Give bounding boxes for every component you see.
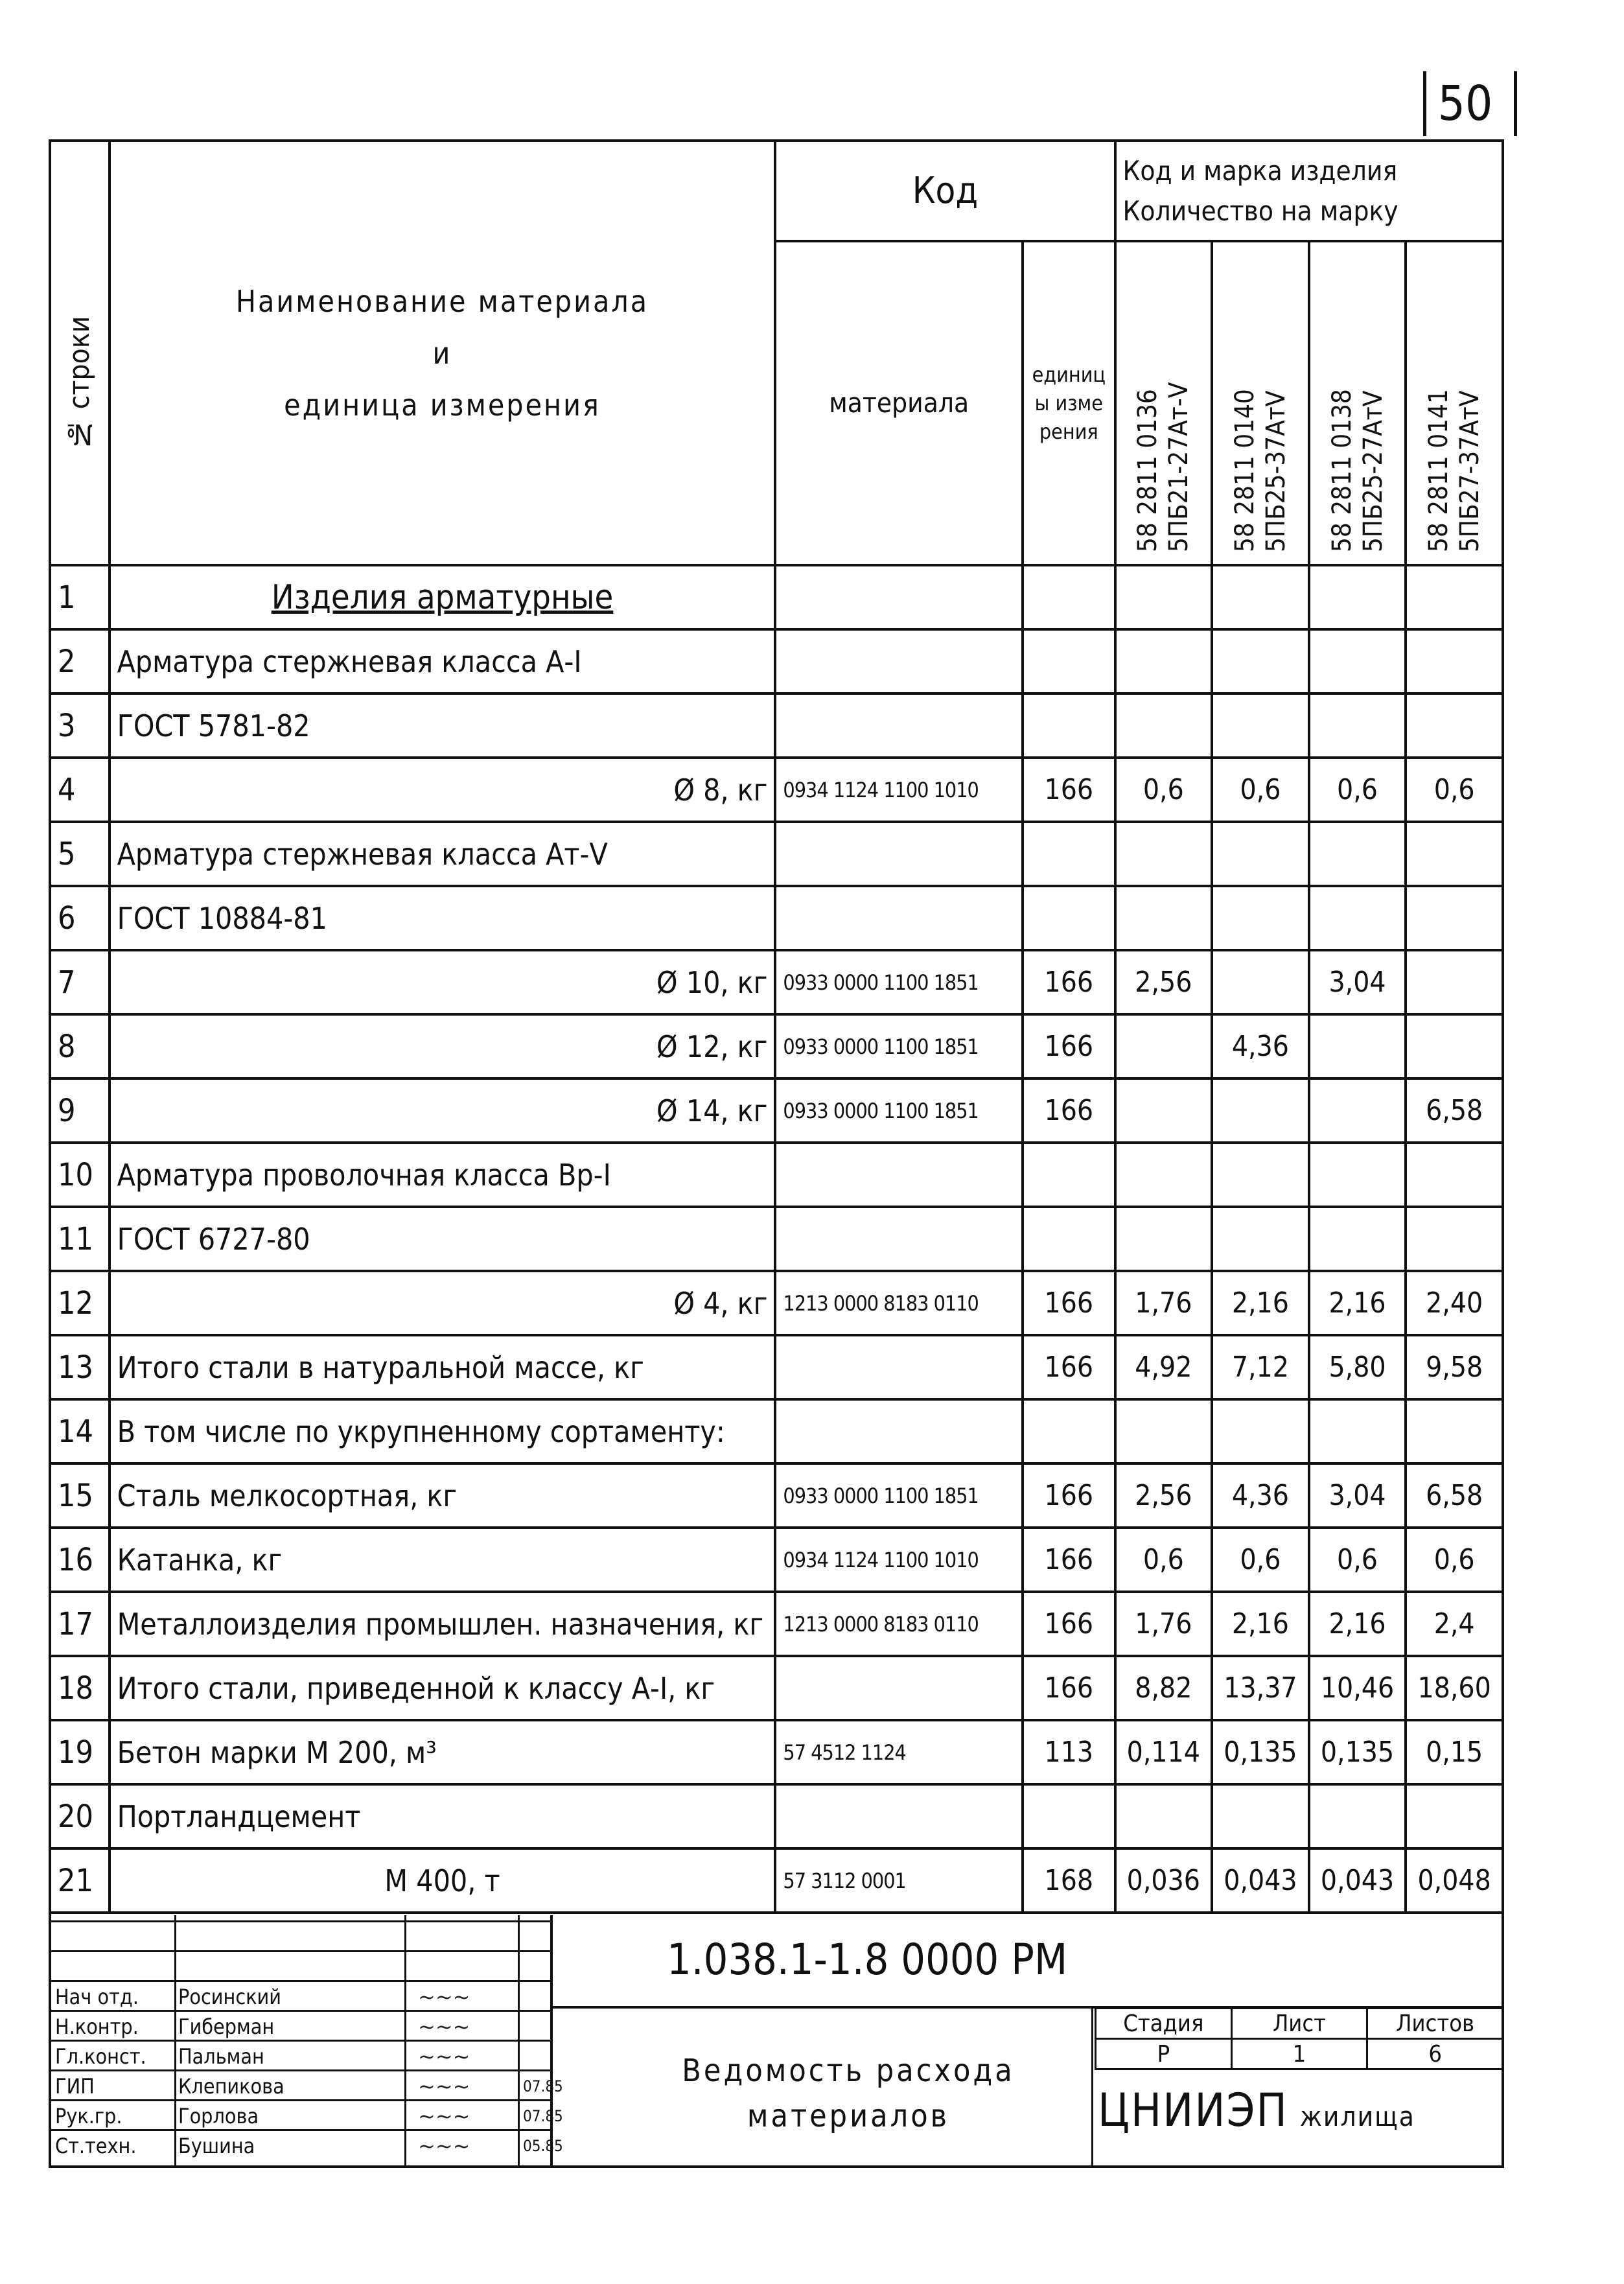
- quantity-cell: [1309, 629, 1406, 693]
- row-number: 2: [50, 629, 110, 693]
- row-number: 7: [50, 950, 110, 1014]
- role-label: Нач отд.: [55, 1985, 139, 2009]
- table-row: [50, 1143, 1503, 1207]
- quantity-cell: 0,036: [1115, 1848, 1212, 1913]
- material-name: Ø 4, кг: [110, 1271, 776, 1335]
- role-label: Н.контр.: [55, 2014, 139, 2039]
- quantity-cell: 0,6: [1212, 1528, 1309, 1592]
- product-col-2: [1212, 241, 1309, 565]
- quantity-cell: [1406, 629, 1503, 693]
- unit-code: 166: [1023, 1335, 1115, 1399]
- table-row: [50, 886, 1503, 950]
- product-col-3: [1309, 241, 1406, 565]
- quantity-cell: 18,60: [1406, 1656, 1503, 1720]
- quantity-cell: [1115, 822, 1212, 886]
- sign-date: [519, 2042, 523, 2071]
- sign-date: 07.85: [523, 2107, 563, 2125]
- quantity-cell: 10,46: [1309, 1656, 1406, 1720]
- product-code-4: 58 2811 0141: [1424, 389, 1454, 552]
- table-row: [50, 758, 1503, 822]
- person-name: Бушина: [178, 2134, 255, 2158]
- material-code: 57 3112 0001: [775, 1848, 1023, 1913]
- row-number: 8: [50, 1014, 110, 1078]
- quantity-cell: 3,04: [1309, 950, 1406, 1014]
- unit-code: [1023, 1784, 1115, 1848]
- quantity-cell: [1212, 822, 1309, 886]
- quantity-cell: [1212, 1784, 1309, 1848]
- quantity-cell: [1309, 565, 1406, 629]
- material-code: 0934 1124 1100 1010: [775, 758, 1023, 822]
- row-number: 21: [50, 1848, 110, 1913]
- material-code: 0933 0000 1100 1851: [775, 1078, 1023, 1143]
- material-code-header: материала: [775, 241, 1023, 565]
- material-code: [775, 565, 1023, 629]
- material-code: [775, 1656, 1023, 1720]
- quantity-cell: [1115, 1207, 1212, 1271]
- material-name: Ø 10, кг: [110, 950, 776, 1014]
- signature-row: [51, 2099, 563, 2131]
- stage-value: Р: [1096, 2039, 1232, 2069]
- quantity-cell: 7,12: [1212, 1335, 1309, 1399]
- sheets-label: Листов: [1367, 2009, 1503, 2039]
- quantity-cell: [1212, 1078, 1309, 1143]
- table-row: [50, 1335, 1503, 1399]
- material-code: [775, 1143, 1023, 1207]
- quantity-cell: 0,6: [1309, 758, 1406, 822]
- quantity-cell: 4,36: [1212, 1463, 1309, 1528]
- sheet-number-divider-right: [1514, 71, 1517, 136]
- quantity-cell: [1406, 1207, 1503, 1271]
- quantity-cell: [1406, 1143, 1503, 1207]
- table-row: [50, 1528, 1503, 1592]
- material-name: Арматура стержневая класса Ат-V: [110, 822, 776, 886]
- unit-code: 166: [1023, 1078, 1115, 1143]
- table-row: [50, 1207, 1503, 1271]
- table-row: [50, 1014, 1503, 1078]
- table-row: [50, 1271, 1503, 1335]
- sign-date: [519, 2012, 523, 2042]
- product-col-1: [1115, 241, 1212, 565]
- material-name: В том числе по укрупненному сортаменту:: [110, 1399, 776, 1463]
- quantity-cell: [1115, 565, 1212, 629]
- quantity-cell: 2,16: [1309, 1592, 1406, 1656]
- unit-code: 166: [1023, 1014, 1115, 1078]
- row-number: 12: [50, 1271, 110, 1335]
- quantity-cell: 0,6: [1212, 758, 1309, 822]
- table-row: [50, 693, 1503, 758]
- stage-label: Стадия: [1096, 2009, 1232, 2039]
- role-label: Гл.конст.: [55, 2044, 146, 2069]
- quantity-cell: 0,114: [1115, 1720, 1212, 1784]
- table-row: [50, 1463, 1503, 1528]
- quantity-cell: [1406, 950, 1503, 1014]
- table-row: [50, 1592, 1503, 1656]
- product-mark-3: 5ПБ25-27АтV: [1358, 390, 1388, 552]
- quantity-cell: 2,4: [1406, 1592, 1503, 1656]
- material-code: [775, 1399, 1023, 1463]
- signature: ~~~: [418, 1985, 470, 2009]
- signature-row: [51, 2040, 550, 2071]
- material-code: 57 4512 1124: [775, 1720, 1023, 1784]
- signature-row: [51, 2010, 550, 2042]
- person-name: Росинский: [178, 1985, 281, 2009]
- products-header-text: Код и марка изделия Количество на марку: [1122, 154, 1398, 227]
- material-code: 0933 0000 1100 1851: [775, 950, 1023, 1014]
- table-row: [50, 1848, 1503, 1913]
- unit-code: [1023, 693, 1115, 758]
- sheet-number: 50: [1437, 76, 1493, 132]
- quantity-cell: 2,40: [1406, 1271, 1503, 1335]
- material-name: Ø 14, кг: [110, 1078, 776, 1143]
- row-number: 9: [50, 1078, 110, 1143]
- row-number: 16: [50, 1528, 110, 1592]
- unit-code: 113: [1023, 1720, 1115, 1784]
- quantity-cell: 0,135: [1309, 1720, 1406, 1784]
- row-number: 14: [50, 1399, 110, 1463]
- quantity-cell: [1406, 886, 1503, 950]
- material-name: Арматура стержневая класса А-I: [110, 629, 776, 693]
- material-code: [775, 629, 1023, 693]
- organization-suffix: жилища: [1299, 2101, 1415, 2132]
- material-name: Сталь мелкосортная, кг: [110, 1463, 776, 1528]
- table-row: [50, 822, 1503, 886]
- material-name: ГОСТ 6727-80: [110, 1207, 776, 1271]
- quantity-cell: 0,043: [1309, 1848, 1406, 1913]
- material-name: Итого стали, приведенной к классу А-I, кг: [110, 1656, 776, 1720]
- quantity-cell: [1406, 693, 1503, 758]
- row-number: 11: [50, 1207, 110, 1271]
- material-name-header: [110, 141, 776, 565]
- unit-code: [1023, 1207, 1115, 1271]
- person-name: Клепикова: [178, 2074, 284, 2099]
- table-row: [50, 950, 1503, 1014]
- material-name: Бетон марки М 200, м³: [110, 1720, 776, 1784]
- quantity-cell: 0,135: [1212, 1720, 1309, 1784]
- row-number: 19: [50, 1720, 110, 1784]
- quantity-cell: 3,04: [1309, 1463, 1406, 1528]
- row-number: 18: [50, 1656, 110, 1720]
- title-block: [49, 1915, 1504, 2168]
- quantity-cell: [1406, 1014, 1503, 1078]
- quantity-cell: 4,92: [1115, 1335, 1212, 1399]
- quantity-cell: [1115, 1014, 1212, 1078]
- material-name: Изделия арматурные: [110, 565, 776, 629]
- materials-table-body: [50, 565, 1503, 1913]
- quantity-cell: 2,56: [1115, 950, 1212, 1014]
- role-label: ГИП: [55, 2074, 95, 2099]
- quantity-cell: [1212, 950, 1309, 1014]
- row-number: 4: [50, 758, 110, 822]
- quantity-cell: [1115, 1143, 1212, 1207]
- row-number: 1: [50, 565, 110, 629]
- material-name: Металлоизделия промышлен. назначения, кг: [110, 1592, 776, 1656]
- row-number: 3: [50, 693, 110, 758]
- signature: ~~~: [418, 2134, 470, 2158]
- material-code: 0934 1124 1100 1010: [775, 1528, 1023, 1592]
- quantity-cell: [1115, 886, 1212, 950]
- quantity-cell: 0,15: [1406, 1720, 1503, 1784]
- material-code: 1213 0000 8183 0110: [775, 1592, 1023, 1656]
- person-name: Пальман: [178, 2044, 264, 2069]
- material-name: Ø 8, кг: [110, 758, 776, 822]
- signature-row: [51, 2069, 563, 2101]
- row-number: 5: [50, 822, 110, 886]
- material-name: Итого стали в натуральной массе, кг: [110, 1335, 776, 1399]
- quantity-cell: [1309, 822, 1406, 886]
- quantity-cell: 13,37: [1212, 1656, 1309, 1720]
- table-row: [50, 1399, 1503, 1463]
- quantity-cell: [1309, 693, 1406, 758]
- quantity-cell: [1115, 1399, 1212, 1463]
- quantity-cell: 9,58: [1406, 1335, 1503, 1399]
- quantity-cell: 6,58: [1406, 1463, 1503, 1528]
- unit-code: [1023, 822, 1115, 886]
- quantity-cell: [1309, 1078, 1406, 1143]
- signature-row: [51, 2129, 563, 2161]
- table-row: [50, 629, 1503, 693]
- document-title: Ведомость расхода материалов: [682, 2053, 1015, 2134]
- quantity-cell: [1212, 1143, 1309, 1207]
- unit-code: 168: [1023, 1848, 1115, 1913]
- table-row: [50, 565, 1503, 629]
- sheet-label: Лист: [1231, 2009, 1367, 2039]
- sign-date: 07.85: [523, 2077, 563, 2095]
- material-name: Ø 12, кг: [110, 1014, 776, 1078]
- signature: ~~~: [418, 2014, 470, 2039]
- person-name: Горлова: [178, 2104, 259, 2128]
- quantity-cell: [1406, 822, 1503, 886]
- quantity-cell: 2,16: [1309, 1271, 1406, 1335]
- quantity-cell: 1,76: [1115, 1592, 1212, 1656]
- quantity-cell: [1115, 629, 1212, 693]
- sign-date: [519, 1982, 523, 2012]
- row-number: 20: [50, 1784, 110, 1848]
- material-code: [775, 1784, 1023, 1848]
- materials-table: [49, 139, 1504, 1958]
- material-name: М 400, т: [110, 1848, 776, 1913]
- product-code-3: 58 2811 0138: [1327, 389, 1357, 552]
- quantity-cell: [1309, 886, 1406, 950]
- empty-signature-row: [51, 1950, 550, 1982]
- quantity-cell: [1406, 1784, 1503, 1848]
- signature: ~~~: [418, 2104, 470, 2128]
- unit-code: 166: [1023, 950, 1115, 1014]
- quantity-cell: 5,80: [1309, 1335, 1406, 1399]
- quantity-cell: 0,6: [1406, 758, 1503, 822]
- empty-signature-row: [51, 1920, 550, 1952]
- quantity-cell: [1309, 1014, 1406, 1078]
- unit-code-header: [1023, 241, 1115, 565]
- material-code: 0933 0000 1100 1851: [775, 1014, 1023, 1078]
- sheets-value: 6: [1367, 2039, 1503, 2069]
- organization: [1098, 2084, 1415, 2137]
- row-number: 10: [50, 1143, 110, 1207]
- quantity-cell: [1309, 1784, 1406, 1848]
- stamp-vertical-divider: [1091, 2006, 1093, 2165]
- quantity-cell: 0,048: [1406, 1848, 1503, 1913]
- sign-date: 05.85: [523, 2137, 563, 2155]
- unit-code: [1023, 1143, 1115, 1207]
- quantity-cell: [1115, 1078, 1212, 1143]
- material-code: [775, 1335, 1023, 1399]
- quantity-cell: 2,16: [1212, 1592, 1309, 1656]
- quantity-cell: [1309, 1143, 1406, 1207]
- signature: ~~~: [418, 2074, 470, 2099]
- table-row: [50, 1656, 1503, 1720]
- quantity-cell: [1212, 693, 1309, 758]
- role-label: Ст.техн.: [55, 2134, 137, 2158]
- unit-code: 166: [1023, 1656, 1115, 1720]
- role-label: Рук.гр.: [55, 2104, 122, 2128]
- quantity-cell: [1212, 629, 1309, 693]
- material-name: ГОСТ 5781-82: [110, 693, 776, 758]
- unit-code: [1023, 1399, 1115, 1463]
- row-number-header: № строки: [50, 141, 110, 565]
- product-mark-1: 5ПБ21-27Ат-V: [1164, 382, 1194, 552]
- material-code: [775, 886, 1023, 950]
- quantity-cell: [1309, 1399, 1406, 1463]
- sheet-value: 1: [1231, 2039, 1367, 2069]
- quantity-cell: 4,36: [1212, 1014, 1309, 1078]
- table-row: [50, 1078, 1503, 1143]
- quantity-cell: [1212, 565, 1309, 629]
- quantity-cell: [1309, 1207, 1406, 1271]
- quantity-cell: [1212, 1207, 1309, 1271]
- product-mark-4: 5ПБ27-37АтV: [1455, 390, 1485, 552]
- row-number: 13: [50, 1335, 110, 1399]
- organization-name: ЦНИИЭП: [1098, 2084, 1288, 2137]
- unit-code: [1023, 886, 1115, 950]
- material-code: [775, 822, 1023, 886]
- unit-code: 166: [1023, 1592, 1115, 1656]
- quantity-cell: 0,043: [1212, 1848, 1309, 1913]
- row-number: 6: [50, 886, 110, 950]
- quantity-cell: [1115, 1784, 1212, 1848]
- material-name: Арматура проволочная класса Вр-I: [110, 1143, 776, 1207]
- row-number: 15: [50, 1463, 110, 1528]
- unit-code-header-text: единицы измерения: [1032, 362, 1106, 444]
- unit-code: 166: [1023, 1271, 1115, 1335]
- table-row: [50, 1784, 1503, 1848]
- material-name: ГОСТ 10884-81: [110, 886, 776, 950]
- material-code: [775, 693, 1023, 758]
- unit-code: 166: [1023, 758, 1115, 822]
- stage-table: [1095, 2007, 1504, 2070]
- products-header: [1115, 141, 1503, 241]
- quantity-cell: 8,82: [1115, 1656, 1212, 1720]
- material-name-header-text: Наименование материала и единица измерения: [235, 283, 649, 423]
- quantity-cell: 0,6: [1406, 1528, 1503, 1592]
- table-row: [50, 1720, 1503, 1784]
- product-code-2: 58 2811 0140: [1229, 389, 1260, 552]
- unit-code: [1023, 629, 1115, 693]
- product-code-1: 58 2811 0136: [1133, 389, 1163, 552]
- material-code: 1213 0000 8183 0110: [775, 1271, 1023, 1335]
- quantity-cell: 6,58: [1406, 1078, 1503, 1143]
- material-name: Портландцемент: [110, 1784, 776, 1848]
- quantity-cell: [1406, 1399, 1503, 1463]
- material-code: 0933 0000 1100 1851: [775, 1463, 1023, 1528]
- quantity-cell: 1,76: [1115, 1271, 1212, 1335]
- material-code: [775, 1207, 1023, 1271]
- signature-row: [51, 1980, 550, 2012]
- quantity-cell: 0,6: [1309, 1528, 1406, 1592]
- quantity-cell: [1212, 886, 1309, 950]
- code-header: Код: [775, 141, 1115, 241]
- person-name: Гиберман: [178, 2014, 275, 2039]
- quantity-cell: [1115, 693, 1212, 758]
- signature: ~~~: [418, 2044, 470, 2069]
- quantity-cell: 0,6: [1115, 758, 1212, 822]
- quantity-cell: 0,6: [1115, 1528, 1212, 1592]
- unit-code: 166: [1023, 1528, 1115, 1592]
- quantity-cell: 2,16: [1212, 1271, 1309, 1335]
- signatures-grid: [51, 1915, 563, 2165]
- row-number: 17: [50, 1592, 110, 1656]
- quantity-cell: [1406, 565, 1503, 629]
- material-name: Катанка, кг: [110, 1528, 776, 1592]
- product-mark-2: 5ПБ25-37АтV: [1260, 390, 1291, 552]
- document-number: 1.038.1-1.8 0000 РМ: [667, 1935, 1068, 1985]
- quantity-cell: [1212, 1399, 1309, 1463]
- quantity-cell: 2,56: [1115, 1463, 1212, 1528]
- unit-code: [1023, 565, 1115, 629]
- unit-code: 166: [1023, 1463, 1115, 1528]
- product-col-4: [1406, 241, 1503, 565]
